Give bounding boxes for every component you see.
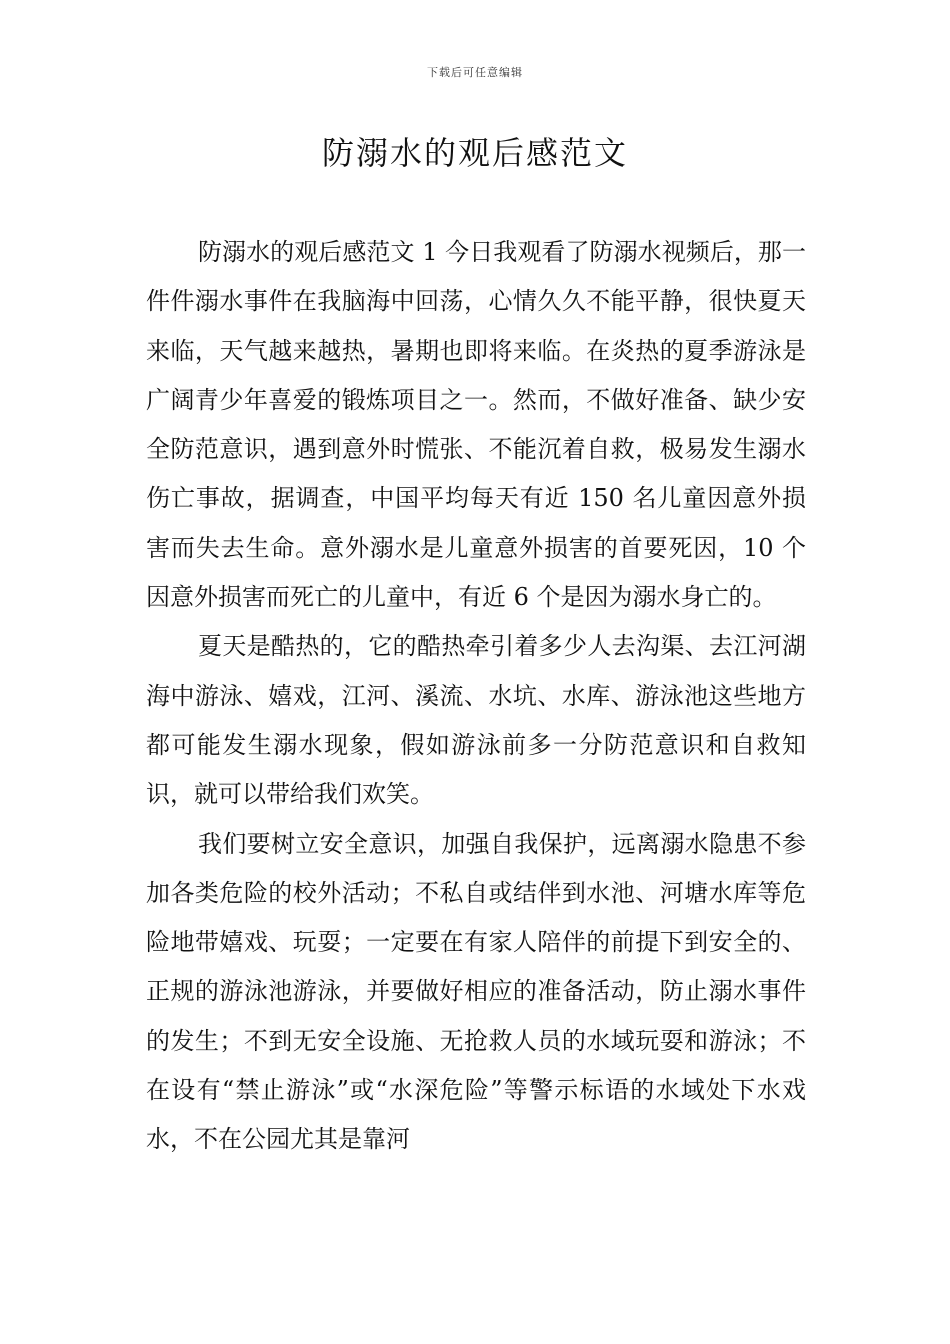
header-note: 下载后可任意编辑 xyxy=(427,66,523,79)
document-body xyxy=(146,228,806,1165)
paragraph-3: 我们要树立安全意识，加强自我保护，远离溺水隐患不参加各类危险的校外活动；不私自或结伴到水池、河塘水库等危险地带嬉戏、玩耍；一定要在有家人陪伴的前提下到安全的、正规的游泳池游泳，并要做好相应的准备活动，防止溺水事件的发生；不到无安全设施、无抢救人员的水域玩耍和游泳；不在设有“禁止游泳”或“水深危险”等警示标语的水域处下水戏水，不在公园尤其是靠河 xyxy=(146,829,806,1154)
document-title: 防溺水的观后感范文 xyxy=(321,134,628,172)
paragraph-1: 防溺水的观后感范文 1 今日我观看了防溺水视频后，那一件件溺水事件在我脑海中回荡，心情久久不能平静，很快夏天来临，天气越来越热，暑期也即将来临。在炎热的夏季游泳是广阔青少年喜爱的锻炼项目之一。然而，不做好准备、缺少安全防范意识，遇到意外时慌张、不能沉着自救，极易发生溺水伤亡事故，据调查，中国平均每天有近 150 名儿童因意外损害而失去生命。意外溺水是儿童意外损害的首要死因，10 个因意外损害而死亡的儿童中，有近 6 个是因为溺水身亡的。 xyxy=(146,238,806,612)
paragraph-2: 夏天是酷热的，它的酷热牵引着多少人去沟渠、去江河湖海中游泳、嬉戏，江河、溪流、水坑、水库、游泳池这些地方都可能发生溺水现象，假如游泳前多一分防范意识和自救知识，就可以带给我们欢笑。 xyxy=(146,632,806,809)
